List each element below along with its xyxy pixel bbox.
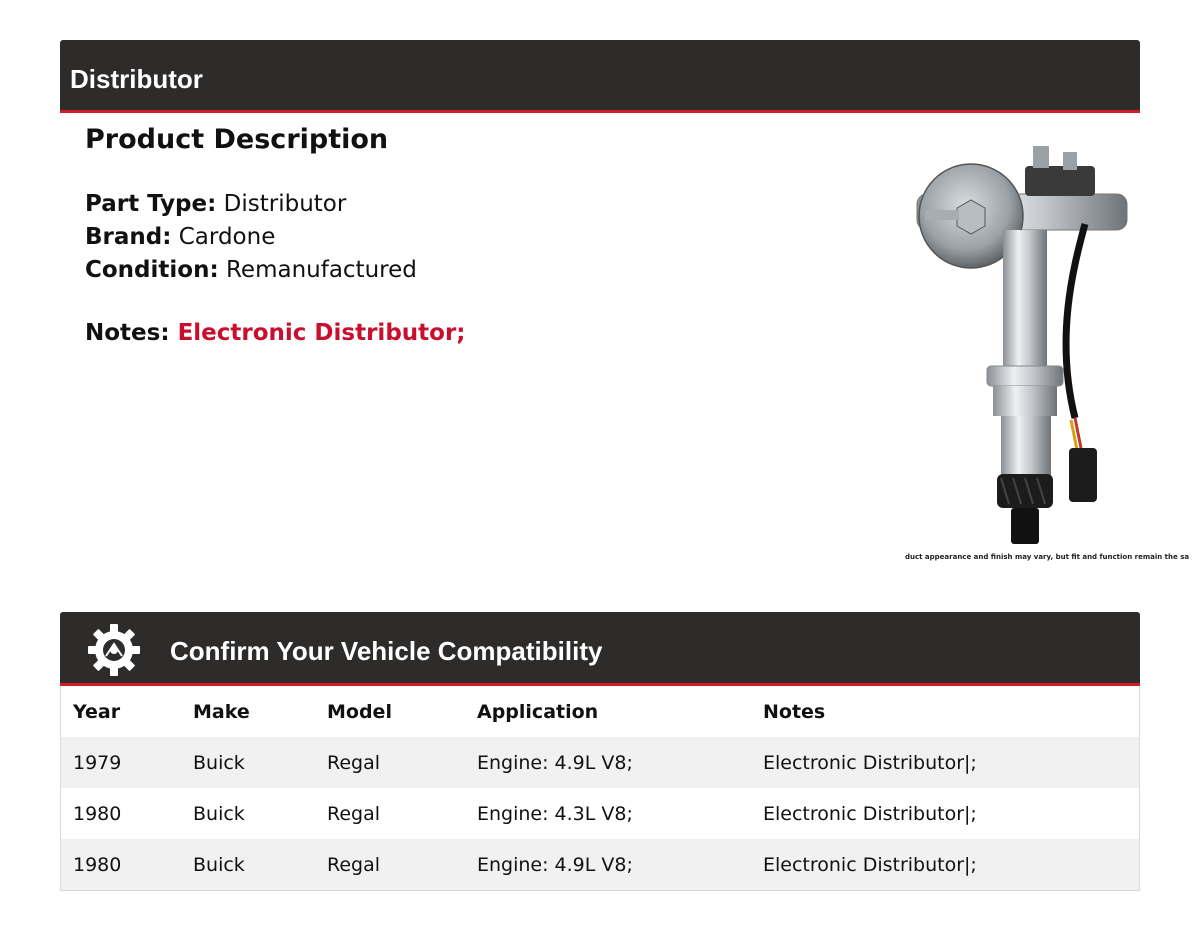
cell-year: 1979 xyxy=(73,751,122,774)
distributor-product-image xyxy=(905,138,1135,550)
cell-notes: Electronic Distributor|; xyxy=(763,751,977,774)
part-type-label: Part Type: xyxy=(85,191,217,217)
cell-application: Engine: 4.9L V8; xyxy=(477,751,633,774)
table-row xyxy=(61,839,1139,890)
column-header-notes: Notes xyxy=(763,700,826,723)
condition-line xyxy=(85,255,417,285)
notes-value: Electronic Distributor; xyxy=(177,320,466,346)
compatibility-table xyxy=(60,686,1140,891)
cell-application: Engine: 4.9L V8; xyxy=(477,853,633,876)
table-header-row xyxy=(61,686,1139,737)
brand-label: Brand: xyxy=(85,224,172,250)
notes-line xyxy=(85,320,466,346)
column-header-make: Make xyxy=(193,700,250,723)
product-header xyxy=(60,40,1140,113)
notes-label: Notes: xyxy=(85,320,170,346)
cell-notes: Electronic Distributor|; xyxy=(763,802,977,825)
description-heading: Product Description xyxy=(85,124,389,155)
part-type-line xyxy=(85,189,346,219)
cell-year: 1980 xyxy=(73,853,122,876)
brand-value: Cardone xyxy=(178,224,276,250)
column-header-model: Model xyxy=(327,700,392,723)
cell-make: Buick xyxy=(193,853,245,876)
product-title: Distributor xyxy=(70,64,203,94)
cell-model: Regal xyxy=(327,802,381,825)
table-row xyxy=(61,788,1139,839)
compatibility-title: Confirm Your Vehicle Compatibility xyxy=(170,636,603,666)
cell-notes: Electronic Distributor|; xyxy=(763,853,977,876)
brand-line xyxy=(85,222,275,252)
column-header-application: Application xyxy=(477,700,599,723)
cell-make: Buick xyxy=(193,751,245,774)
cell-make: Buick xyxy=(193,802,245,825)
part-type-value: Distributor xyxy=(223,191,347,217)
cell-year: 1980 xyxy=(73,802,122,825)
cell-model: Regal xyxy=(327,751,381,774)
table-row xyxy=(61,737,1139,788)
cell-application: Engine: 4.3L V8; xyxy=(477,802,633,825)
compatibility-header xyxy=(60,612,1140,686)
gear-icon xyxy=(86,622,142,678)
condition-value: Remanufactured xyxy=(225,257,417,283)
cell-model: Regal xyxy=(327,853,381,876)
condition-label: Condition: xyxy=(85,257,219,283)
image-caption: duct appearance and finish may vary, but fit and function remain the sa xyxy=(905,553,1190,561)
column-header-year: Year xyxy=(73,700,121,723)
